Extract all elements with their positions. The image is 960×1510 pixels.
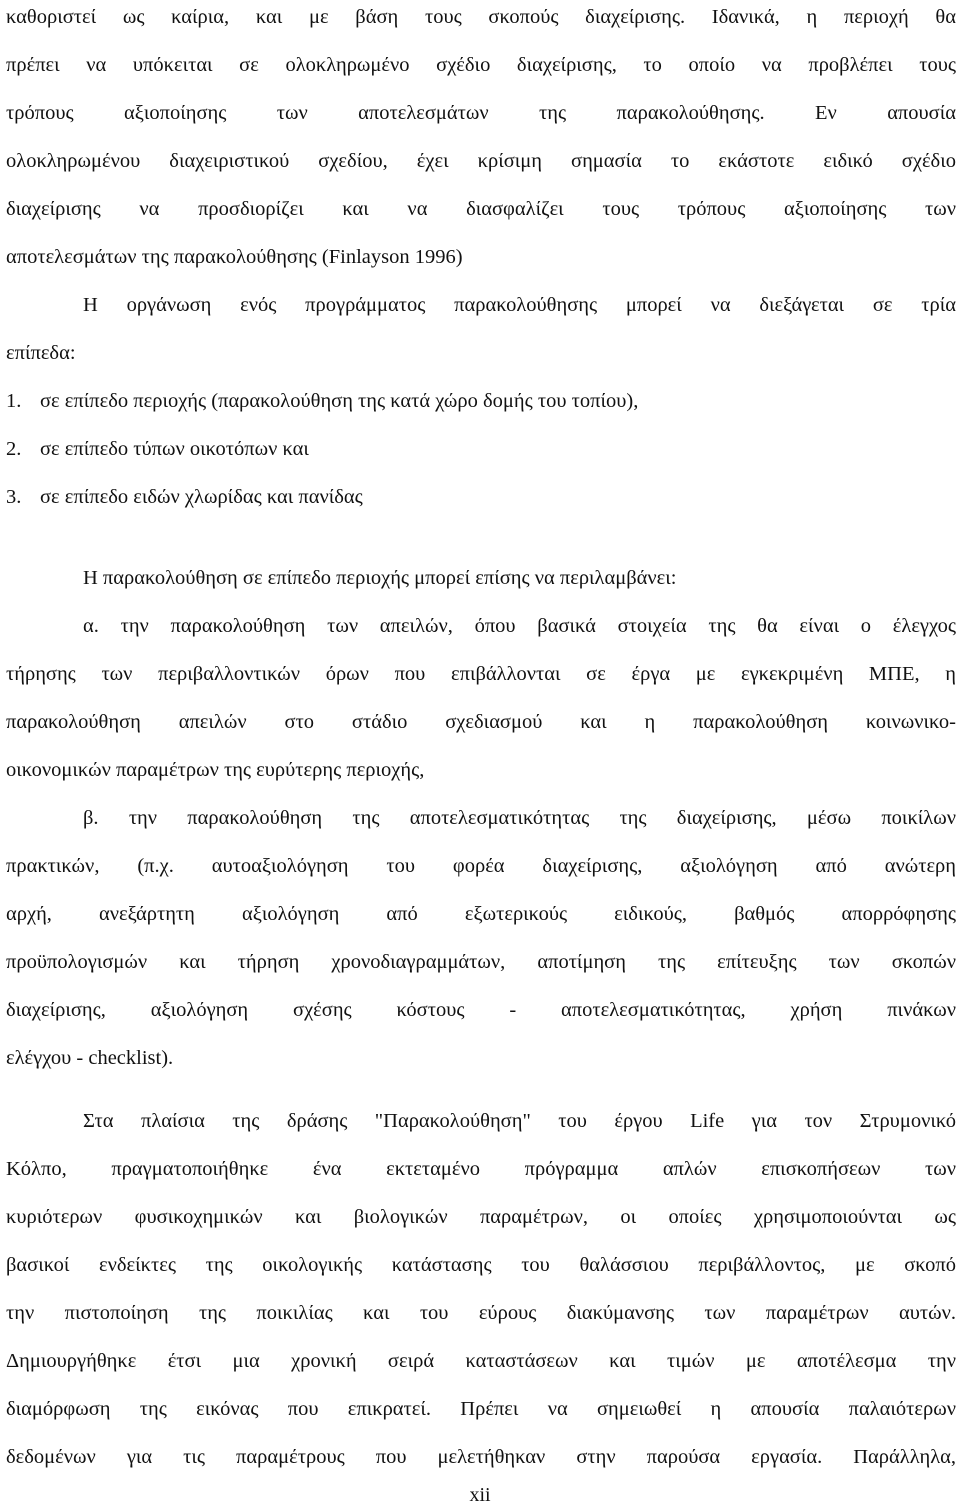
paragraph-line: κυριότερων φυσικοχημικών και βιολογικών παραμέτρων, οι οποίες χρησιμοποιούνται ως xyxy=(6,1206,956,1228)
list-item-text: σε επίπεδο ειδών χλωρίδας και πανίδας xyxy=(40,486,363,508)
paragraph-line: επίπεδα: xyxy=(6,342,76,364)
list-item-number: 3. xyxy=(6,486,22,508)
paragraph-line: β. την παρακολούθηση της αποτελεσματικότητας της διαχείρισης, μέσω ποικίλων xyxy=(83,807,956,829)
list-item xyxy=(6,386,638,416)
list-item-number: 1. xyxy=(6,390,22,412)
paragraph-line: παρακολούθηση απειλών στο στάδιο σχεδιασμού και η παρακολούθηση κοινωνικο- xyxy=(6,711,956,733)
paragraph-line: Η οργάνωση ενός προγράμματος παρακολούθησης μπορεί να διεξάγεται σε τρία xyxy=(83,294,956,316)
paragraph-line: ελέγχου - checklist). xyxy=(6,1047,174,1069)
paragraph-line: οικονομικών παραμέτρων της ευρύτερης περιοχής, xyxy=(6,759,425,781)
paragraph-line: διαχείρισης να προσδιορίζει και να διασφαλίζει τους τρόπους αξιοποίησης των xyxy=(6,198,956,220)
page-number: xii xyxy=(469,1484,491,1506)
paragraph-line: καθοριστεί ως καίρια, και με βάση τους σκοπούς διαχείρισης. Ιδανικά, η περιοχή θα xyxy=(6,6,956,28)
paragraph-line: την πιστοποίηση της ποικιλίας και του εύρους διακύμανσης των παραμέτρων αυτών. xyxy=(6,1302,956,1324)
paragraph-line: τρόπους αξιοποίησης των αποτελεσμάτων της παρακολούθησης. Εν απουσία xyxy=(6,102,956,124)
paragraph-line: Στα πλαίσια της δράσης "Παρακολούθηση" του έργου Life για τον Στρυμονικό xyxy=(83,1110,956,1132)
paragraph-line: προϋπολογισμών και τήρηση χρονοδιαγραμμάτων, αποτίμηση της επίτευξης των σκοπών xyxy=(6,951,956,973)
paragraph-line: πρακτικών, (π.χ. αυτοαξιολόγηση του φορέα διαχείρισης, αξιολόγηση από ανώτερη xyxy=(6,855,956,877)
paragraph-line: διαχείρισης, αξιολόγηση σχέσης κόστους - αποτελεσματικότητας, χρήση πινάκων xyxy=(6,999,956,1021)
paragraph-line: τήρησης των περιβαλλοντικών όρων που επιβάλλονται σε έργα με εγκεκριμένη ΜΠΕ, η xyxy=(6,663,956,685)
paragraph-line: διαμόρφωση της εικόνας που επικρατεί. Πρέπει να σημειωθεί η απουσία παλαιότερων xyxy=(6,1398,956,1420)
paragraph-line: πρέπει να υπόκειται σε ολοκληρωμένο σχέδιο διαχείρισης, το οποίο να προβλέπει τους xyxy=(6,54,956,76)
paragraph-line: δεδομένων για τις παραμέτρους που μελετήθηκαν στην παρούσα εργασία. Παράλληλα, xyxy=(6,1446,956,1468)
list-item-text: σε επίπεδο τύπων οικοτόπων και xyxy=(40,438,309,460)
paragraph-line: Δημιουργήθηκε έτσι μια χρονική σειρά καταστάσεων και τιμών με αποτέλεσμα την xyxy=(6,1350,956,1372)
list-item xyxy=(6,434,309,464)
paragraph-line: αρχή, ανεξάρτητη αξιολόγηση από εξωτερικούς ειδικούς, βαθμός απορρόφησης xyxy=(6,903,956,925)
paragraph-line: Η παρακολούθηση σε επίπεδο περιοχής μπορεί επίσης να περιλαμβάνει: xyxy=(83,567,677,589)
list-item-number: 2. xyxy=(6,438,22,460)
paragraph-line: βασικοί ενδείκτες της οικολογικής κατάστασης του θαλάσσιου περιβάλλοντος, με σκοπό xyxy=(6,1254,956,1276)
list-item-text: σε επίπεδο περιοχής (παρακολούθηση της κατά χώρο δομής του τοπίου), xyxy=(40,390,639,412)
paragraph-line: ολοκληρωμένου διαχειριστικού σχεδίου, έχει κρίσιμη σημασία το εκάστοτε ειδικό σχέδιο xyxy=(6,150,956,172)
list-item xyxy=(6,482,363,512)
paragraph-line: α. την παρακολούθηση των απειλών, όπου βασικά στοιχεία της θα είναι ο έλεγχος xyxy=(83,615,956,637)
paragraph-line: αποτελεσμάτων της παρακολούθησης (Finlayson 1996) xyxy=(6,246,463,268)
paragraph-line: Κόλπο, πραγματοποιήθηκε ένα εκτεταμένο πρόγραμμα απλών επισκοπήσεων των xyxy=(6,1158,956,1180)
